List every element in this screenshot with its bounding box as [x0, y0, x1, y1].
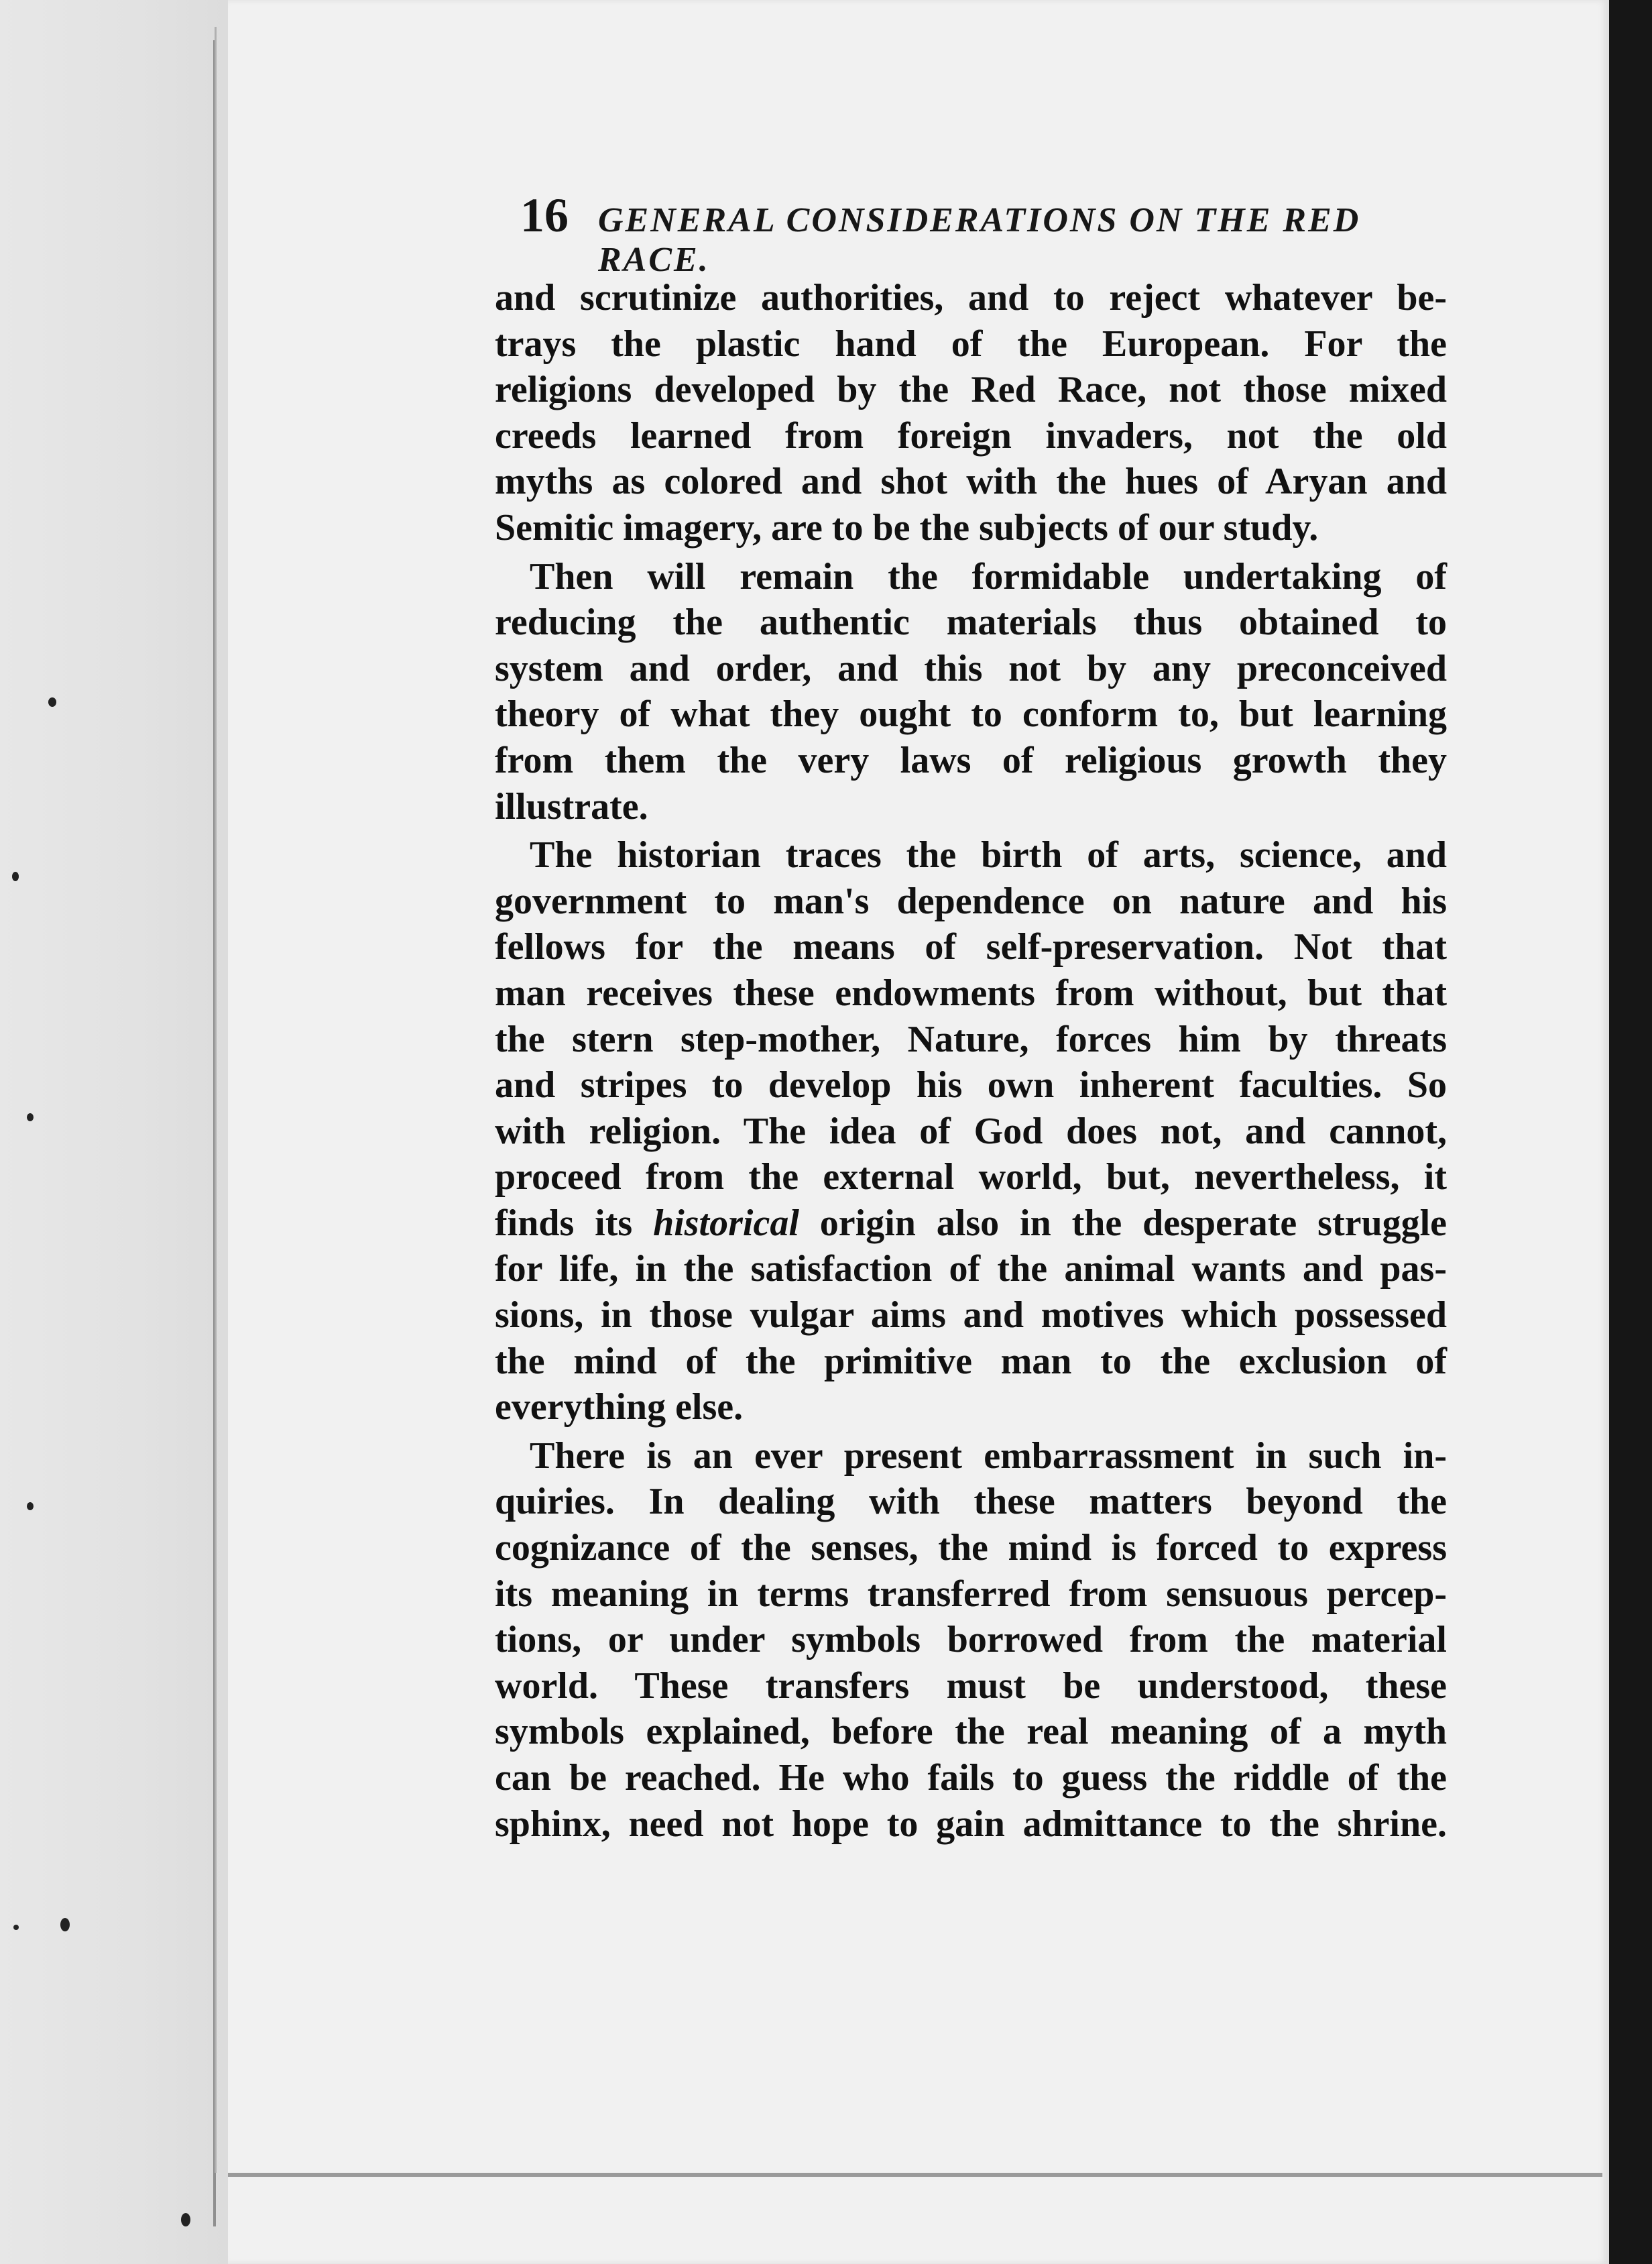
body-text	[495, 275, 1447, 1850]
book-spine	[1609, 0, 1652, 2264]
text-line: sphinx, need not hope to gain admittance to the shrine.	[495, 1803, 1447, 1845]
text-line: theory of what they ought to conform to, but learning	[495, 693, 1447, 736]
text-line: and scrutinize authorities, and to reject whatever be-	[495, 277, 1447, 319]
page-edge	[228, 2173, 1602, 2177]
left-margin	[0, 0, 228, 2264]
text-line: cognizance of the senses, the mind is forced to express	[495, 1527, 1447, 1569]
text-line: illustrate.	[495, 785, 648, 828]
speck	[27, 1113, 34, 1121]
text-line: system and order, and this not by any preconceived	[495, 647, 1447, 689]
text-line: world. These transfers must be understood, these	[495, 1664, 1447, 1707]
text-line: The historian traces the birth of arts, science, and	[530, 834, 1447, 876]
text-line: fellows for the means of self-preservation. Not that	[495, 926, 1447, 968]
page-number: 16	[520, 188, 569, 242]
text-span: origin also in the desperate struggle	[819, 1202, 1448, 1244]
text-span: finds its	[495, 1202, 633, 1244]
text-line: the stern step-mother, Nature, forces him by threats	[495, 1018, 1447, 1060]
text-line: symbols explained, before the real meaning of a myth	[495, 1711, 1447, 1753]
speck	[13, 1925, 19, 1930]
text-line: myths as colored and shot with the hues of Aryan and	[495, 461, 1447, 503]
text-line: man receives these endowments from without, but that	[495, 972, 1447, 1014]
text-line: and stripes to develop his own inherent faculties. So	[495, 1064, 1447, 1107]
page-edge	[215, 27, 217, 2173]
speck	[27, 1502, 34, 1510]
speck	[181, 2213, 190, 2226]
paragraph	[495, 554, 1447, 830]
speck	[12, 872, 19, 881]
text-line: Then will remain the formidable undertaking of	[530, 555, 1447, 598]
speck	[48, 697, 56, 707]
text-line: from them the very laws of religious growth they	[495, 739, 1447, 781]
paragraph	[495, 832, 1447, 1430]
text-line: everything else.	[495, 1386, 744, 1428]
text-line: for life, in the satisfaction of the animal wants and pas-	[495, 1248, 1447, 1290]
text-line: There is an ever present embarrassment in such in-	[530, 1434, 1447, 1477]
text-line: the mind of the primitive man to the exclusion of	[495, 1340, 1447, 1382]
text-line: trays the plastic hand of the European. For the	[495, 323, 1447, 365]
text-line: sions, in those vulgar aims and motives which possessed	[495, 1294, 1447, 1337]
text-line-mixed	[495, 1200, 1447, 1247]
text-line: tions, or under symbols borrowed from the material	[495, 1619, 1447, 1661]
text-line: religions developed by the Red Race, not those mixed	[495, 369, 1447, 411]
paragraph	[495, 275, 1447, 551]
text-line: quiries. In dealing with these matters beyond the	[495, 1481, 1447, 1523]
page-header	[520, 188, 1459, 279]
text-line: its meaning in terms transferred from sensuous percep-	[495, 1573, 1447, 1615]
text-line: can be reached. He who fails to guess the riddle of the	[495, 1757, 1447, 1799]
text-line: proceed from the external world, but, nevertheless, it	[495, 1156, 1447, 1198]
running-head: GENERAL CONSIDERATIONS ON THE RED RACE.	[598, 201, 1361, 279]
text-line: reducing the authentic materials thus obtained to	[495, 602, 1447, 644]
text-line: government to man's dependence on nature and his	[495, 880, 1447, 922]
speck	[60, 1918, 70, 1931]
italic-word: historical	[653, 1202, 799, 1244]
text-line: creeds learned from foreign invaders, not the old	[495, 414, 1447, 457]
text-line: Semitic imagery, are to be the subjects of our study.	[495, 506, 1319, 549]
paragraph	[495, 1433, 1447, 1847]
text-line: with religion. The idea of God does not, and cannot,	[495, 1110, 1447, 1152]
